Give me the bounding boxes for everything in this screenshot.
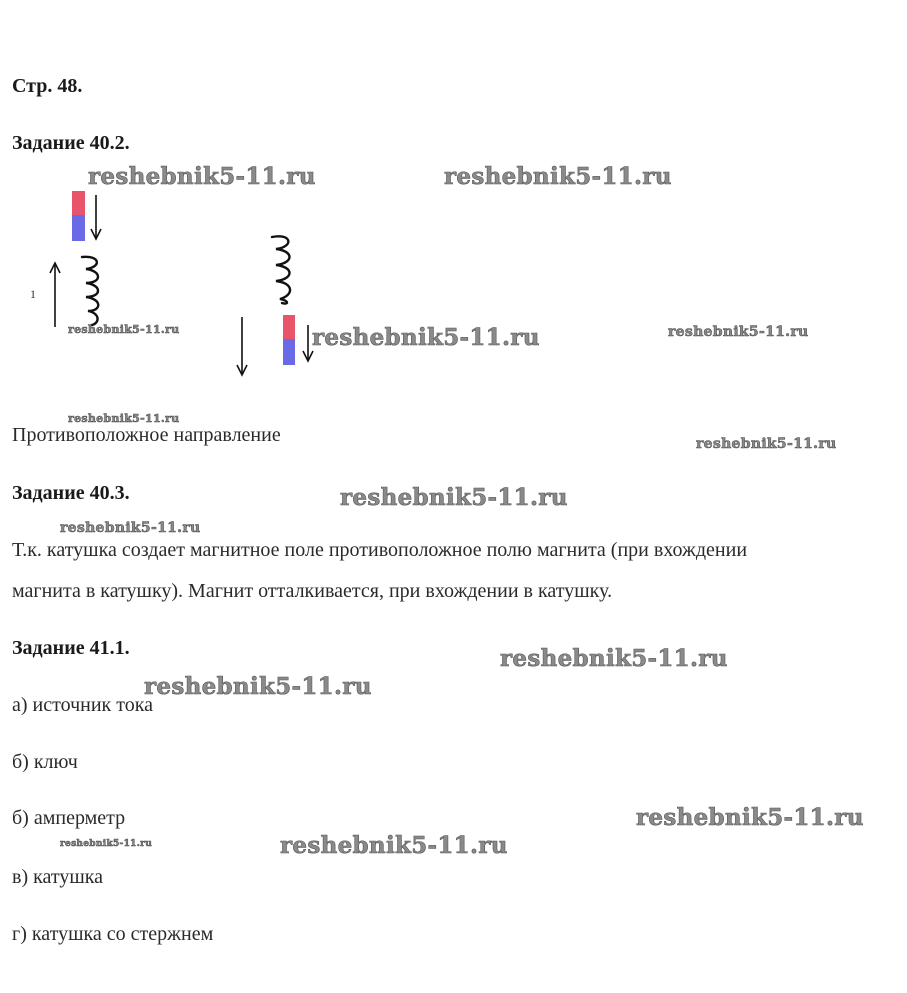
coil-left bbox=[82, 257, 98, 325]
watermark: reshebnik5-11.ru bbox=[144, 673, 372, 700]
watermark: reshebnik5-11.ru bbox=[696, 436, 837, 452]
coil-right bbox=[272, 236, 290, 303]
task-40-3-line-2: магнита в катушку). Магнит отталкивается, при вхождении в катушку. bbox=[12, 580, 613, 602]
figure-label: 1 bbox=[30, 287, 36, 301]
list-item: б) ключ bbox=[12, 751, 78, 773]
list-item: в) катушка bbox=[12, 866, 104, 888]
watermark: reshebnik5-11.ru bbox=[312, 324, 540, 351]
task-40-2-heading: Задание 40.2. bbox=[12, 132, 130, 154]
watermark: reshebnik5-11.ru bbox=[340, 484, 568, 511]
watermark: reshebnik5-11.ru bbox=[88, 163, 316, 190]
list-item: а) источник тока bbox=[12, 694, 154, 716]
magnet-left bbox=[72, 191, 85, 241]
watermark: reshebnik5-11.ru bbox=[60, 520, 201, 536]
watermark: reshebnik5-11.ru bbox=[280, 832, 508, 859]
magnet-left-north bbox=[72, 191, 85, 215]
magnet-right-south bbox=[283, 339, 295, 365]
arrow-up-current bbox=[50, 263, 60, 327]
arrow-down-left-magnet bbox=[91, 195, 101, 239]
page-title: Стр. 48. bbox=[12, 75, 83, 97]
watermark: reshebnik5-11.ru bbox=[500, 645, 728, 672]
task-40-3-line-1: Т.к. катушка создает магнитное поле противоположное полю магнита (при вхождении bbox=[12, 539, 748, 561]
arrow-down-current bbox=[237, 317, 247, 375]
task-40-2-answer: Противоположное направление bbox=[12, 424, 281, 446]
magnet-coil-diagram bbox=[0, 185, 360, 385]
watermark: reshebnik5-11.ru bbox=[668, 324, 809, 340]
magnet-right-north bbox=[283, 315, 295, 339]
magnet-right bbox=[283, 315, 295, 365]
watermark: reshebnik5-11.ru bbox=[444, 163, 672, 190]
task-40-3-heading: Задание 40.3. bbox=[12, 482, 130, 504]
watermark: reshebnik5-11.ru bbox=[60, 839, 153, 849]
list-item: б) амперметр bbox=[12, 807, 126, 829]
watermark: reshebnik5-11.ru bbox=[636, 804, 864, 831]
watermark: reshebnik5-11.ru bbox=[68, 323, 180, 336]
task-41-1-heading: Задание 41.1. bbox=[12, 637, 130, 659]
watermark: reshebnik5-11.ru bbox=[68, 412, 180, 425]
list-item: г) катушка со стержнем bbox=[12, 923, 214, 945]
magnet-left-south bbox=[72, 215, 85, 241]
